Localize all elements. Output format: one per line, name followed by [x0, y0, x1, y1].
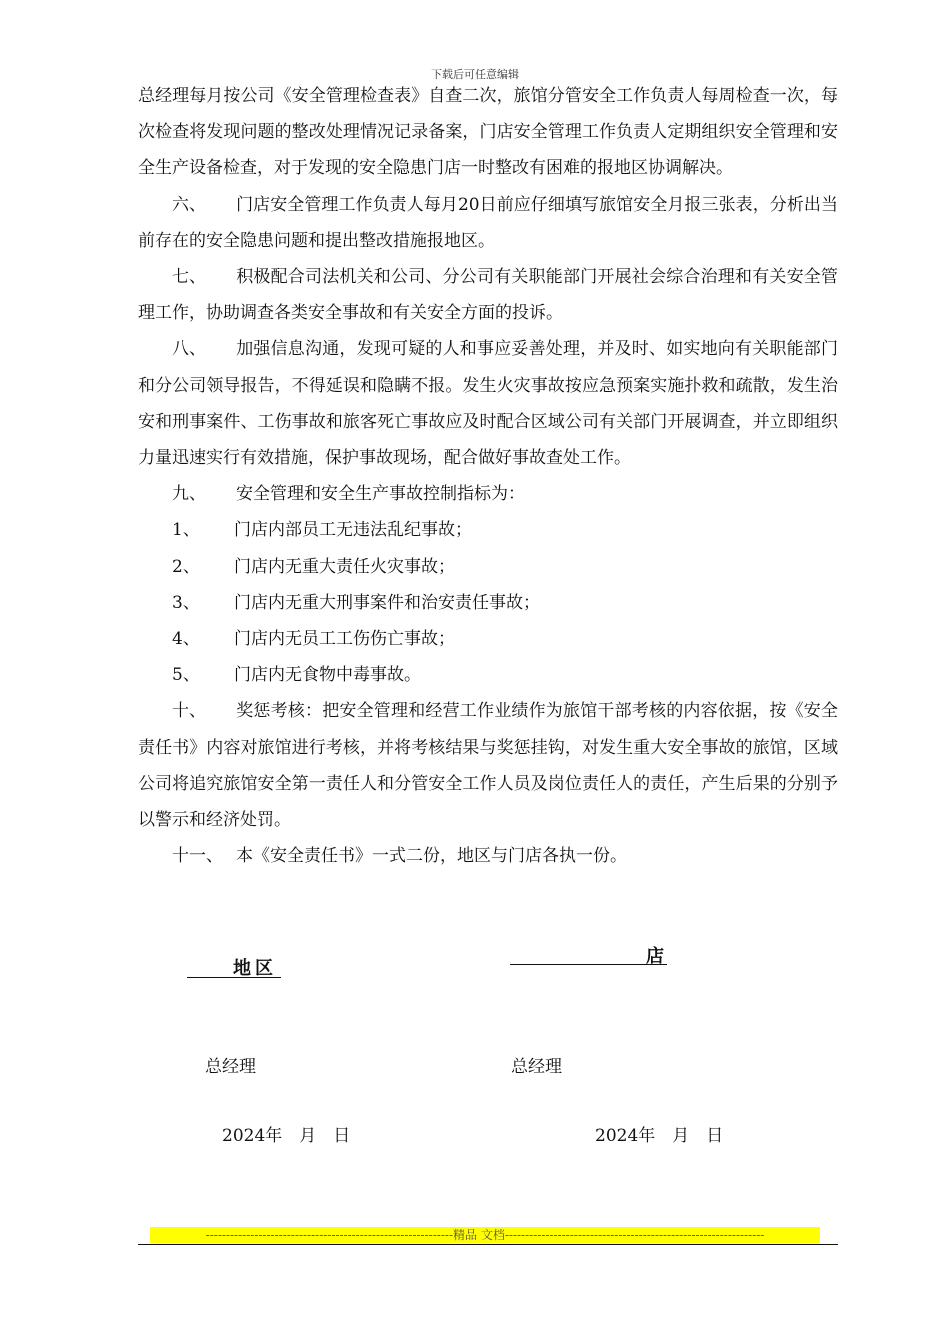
indicator-5: [138, 657, 838, 693]
indicator-3: [138, 585, 838, 621]
indicator-number: 2、: [172, 556, 200, 577]
indicator-number: 4、: [172, 629, 200, 650]
clause-text: 安全管理和安全生产事故控制指标为：: [236, 484, 525, 505]
indicator-text: 门店内部员工无违法乱纪事故；: [234, 520, 472, 541]
right-signatory-title: 总经理: [511, 1057, 562, 1077]
clause-text: 门店安全管理工作负责人每月20日前应仔细填写旅馆安全月报三张表，分析出当前存在的安全隐患问题和提出整改措施报地区。: [138, 194, 838, 251]
indicator-2: [138, 549, 838, 585]
clause-text: 本《安全责任书》一式二份，地区与门店各执一份。: [236, 846, 627, 867]
indicator-text: 门店内无员工工伤伤亡事故；: [234, 629, 455, 650]
indicator-text: 门店内无食物中毒事故。: [234, 665, 421, 686]
clause-number: 六、: [172, 194, 206, 215]
footer-text: 精品 文档: [453, 1228, 505, 1242]
clause-8: [138, 331, 838, 476]
indicator-number: 1、: [172, 520, 200, 541]
indicator-1: [138, 512, 838, 548]
indicator-text: 门店内无重大刑事案件和治安责任事故；: [234, 592, 540, 613]
clause-11: [138, 838, 838, 874]
indicator-4: [138, 621, 838, 657]
clause-text: 加强信息沟通，发现可疑的人和事应妥善处理，并及时、如实地向有关职能部门和分公司领导报告，不得延误和隐瞒不报。发生火灾事故按应急预案实施扑救和疏散，发生治安和刑事案件、工伤事故和旅客死亡事故应及时配合区域公司有关部门开展调查，并立即组织力量迅速实行有效措施，保护事故现场，配合做好事故查处工作。: [138, 339, 838, 469]
clause-number: 九、: [172, 484, 206, 505]
left-date: 2024年 月 日: [222, 1126, 351, 1146]
clause-number: 十、: [172, 701, 206, 722]
clause-6: [138, 187, 838, 259]
clause-text: 积极配合司法机关和公司、分公司有关职能部门开展社会综合治理和有关安全管理工作，协助调查各类安全事故和有关安全方面的投诉。: [138, 267, 838, 324]
document-body: [138, 78, 838, 874]
footer-dash-right: ----------------------------------------------------------------: [504, 1228, 765, 1242]
intro-paragraph: 总经理每月按公司《安全管理检查表》自查二次，旅馆分管安全工作负责人每周检查一次，每次检查将发现问题的整改处理情况记录备案，门店安全管理工作负责人定期组织安全管理和安全生产设备检查，对于发现的安全隐患门店一时整改有困难的报地区协调解决。: [138, 86, 838, 179]
clause-number: 七、: [172, 267, 206, 288]
footer-banner: [150, 1227, 820, 1243]
right-date: 2024年 月 日: [595, 1126, 724, 1146]
clause-9: [138, 476, 838, 512]
left-party-label: 地区: [233, 958, 277, 979]
indicator-number: 3、: [172, 592, 200, 613]
header-note: 下载后可任意编辑: [431, 68, 519, 81]
indicator-text: 门店内无重大责任火灾事故；: [234, 556, 455, 577]
right-party-label: 店: [646, 946, 668, 967]
clause-text: 奖惩考核：把安全管理和经营工作业绩作为旅馆干部考核的内容依据，按《安全责任书》内容对旅馆进行考核，并将考核结果与奖惩挂钩，对发生重大安全事故的旅馆，区域公司将追究旅馆安全第一责任人和分管安全工作人员及岗位责任人的责任，产生后果的分别予以警示和经济处罚。: [138, 701, 838, 831]
right-party-underline: [510, 964, 667, 965]
footer-dash-left: -------------------------------------------------------------: [205, 1228, 453, 1242]
footer-rule: [138, 1244, 838, 1245]
clause-number: 八、: [172, 339, 206, 360]
clause-10: [138, 693, 838, 838]
left-signatory-title: 总经理: [205, 1057, 256, 1077]
clause-7: [138, 259, 838, 331]
clause-number: 十一、: [172, 846, 223, 867]
indicator-number: 5、: [172, 665, 200, 686]
